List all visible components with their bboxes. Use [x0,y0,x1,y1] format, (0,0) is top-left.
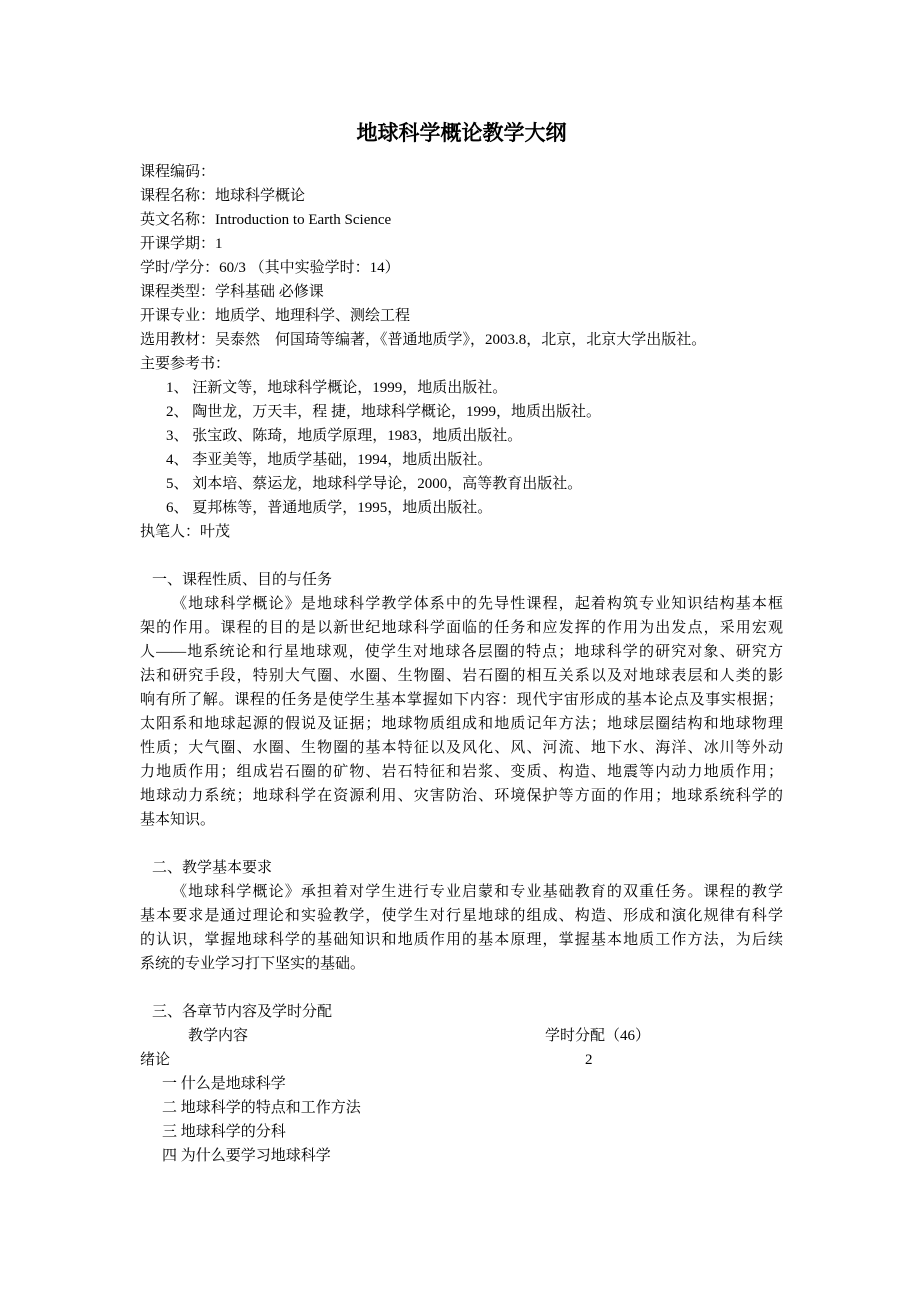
document-page [140,118,783,1168]
paragraph-line: 《地球科学概论》是地球科学教学体系中的先导性课程，起着构筑专业知识结构基本框 [172,596,783,612]
references-label: 主要参考书： [140,356,231,372]
section-2 [140,856,783,976]
semester: 开课学期：1 [140,236,223,252]
chapter-item: 三 地球科学的分科 [162,1124,286,1140]
course-name: 课程名称：地球科学概论 [140,188,306,204]
document-title: 地球科学概论教学大纲 [356,121,567,145]
course-type: 课程类型：学科基础 必修课 [140,284,324,300]
reference-item: 2、 陶世龙，万天丰，程 捷，地球科学概论，1999，地质出版社。 [166,404,602,420]
paragraph-line: 太阳系和地球起源的假说及证据；地球物质组成和地质记年方法；地球层圈结构和地球物理 [140,716,783,732]
column-hours: 学时分配（46） [545,1028,651,1044]
column-content: 教学内容 [188,1028,249,1044]
section-1 [140,568,783,832]
chapter-item: 一 什么是地球科学 [162,1076,286,1092]
reference-item: 1、 汪新文等，地球科学概论，1999，地质出版社。 [166,380,508,396]
paragraph-line: 法和研究手段，特别大气圈、水圈、生物圈、岩石圈的相互关系以及对地球表层和人类的影 [140,668,783,684]
paragraph-line: 基本知识。 [140,812,216,828]
paragraph-line: 力地质作用；组成岩石圈的矿物、岩石特征和岩浆、变质、构造、地震等内动力地质作用； [140,764,783,780]
chapter-row [140,1048,783,1072]
reference-item: 4、 李亚美等，地质学基础，1994，地质出版社。 [166,452,493,468]
chapter-hours: 2 [585,1052,593,1068]
section-heading: 三、各章节内容及学时分配 [152,1004,333,1020]
paragraph-line: 架的作用。课程的目的是以新世纪地球科学面临的任务和应发挥的作用为出发点，采用宏观 [140,620,783,636]
paragraph-line: 系统的专业学习打下坚实的基础。 [140,956,366,972]
chapter-item: 二 地球科学的特点和工作方法 [162,1100,361,1116]
reference-item: 6、 夏邦栋等，普通地质学，1995，地质出版社。 [166,500,493,516]
paragraph-line: 人——地系统论和行星地球观，使学生对地球各层圈的特点；地球科学的研究对象、研究方 [140,644,783,660]
textbook: 选用教材：吴泰然 何国琦等编著，《普通地质学》，2003.8，北京，北京大学出版社。 [140,332,707,348]
schedule-header [140,1024,783,1048]
majors: 开课专业：地质学、地理科学、测绘工程 [140,308,411,324]
author: 执笔人：叶茂 [140,524,231,540]
reference-list [140,376,783,520]
course-info [140,160,783,376]
english-name: 英文名称：Introduction to Earth Science [140,212,392,228]
course-code: 课程编码： [140,164,216,180]
paragraph-line: 性质；大气圈、水圈、生物圈的基本特征以及风化、风、河流、地下水、海洋、冰川等外动 [140,740,783,756]
paragraph-line: 响有所了解。课程的任务是使学生基本掌握如下内容：现代宇宙形成的基本论点及事实根据； [140,692,783,708]
chapter-item: 四 为什么要学习地球科学 [162,1148,331,1164]
section-3 [140,1000,783,1168]
paragraph-line: 《地球科学概论》承担着对学生进行专业启蒙和专业基础教育的双重任务。课程的教学 [172,884,783,900]
reference-item: 3、 张宝政、陈琦，地质学原理，1983，地质出版社。 [166,428,523,444]
paragraph-line: 的认识，掌握地球科学的基础知识和地质作用的基本原理，掌握基本地质工作方法，为后续 [140,932,783,948]
paragraph-line: 地球动力系统；地球科学在资源利用、灾害防治、环境保护等方面的作用；地球系统科学的 [140,788,783,804]
section-heading: 二、教学基本要求 [152,860,273,876]
paragraph-line: 基本要求是通过理论和实验教学，使学生对行星地球的组成、构造、形成和演化规律有科学 [140,908,783,924]
section-heading: 一、课程性质、目的与任务 [152,572,333,588]
hours-credits: 学时/学分：60/3 （其中实验学时：14） [140,260,400,276]
chapter-title: 绪论 [140,1052,171,1068]
reference-item: 5、 刘本培、蔡运龙，地球科学导论，2000，高等教育出版社。 [166,476,583,492]
